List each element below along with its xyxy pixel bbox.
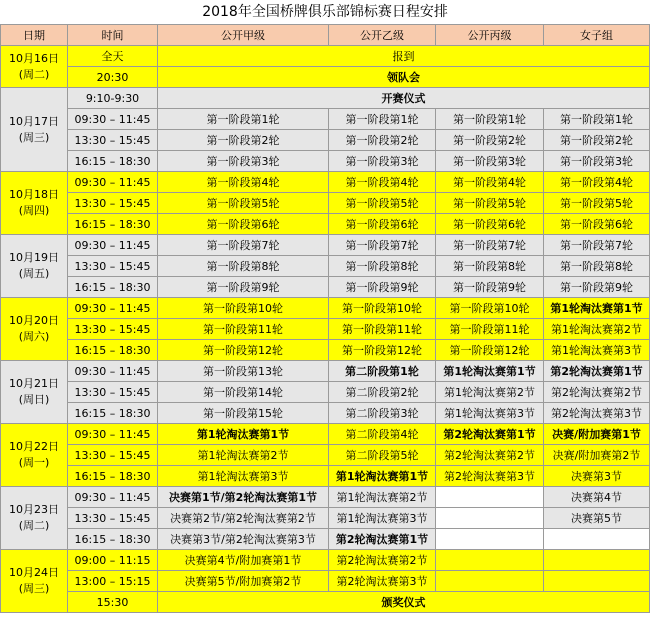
schedule-row xyxy=(1,88,650,109)
header-time: 时间 xyxy=(68,25,158,46)
cell-open-c: 第一阶段第1轮 xyxy=(436,109,544,130)
weekday-label: (周三) xyxy=(18,130,50,144)
cell-open-c: 第1轮淘汰赛第3节 xyxy=(436,403,544,424)
cell-open-b: 第1轮淘汰赛第2节 xyxy=(329,487,436,508)
cell-women: 第一阶段第1轮 xyxy=(544,109,650,130)
cell-open-a: 第一阶段第10轮 xyxy=(158,298,329,319)
time-cell: 16:15 – 18:30 xyxy=(68,151,158,172)
cell-women xyxy=(544,550,650,571)
cell-women: 第一阶段第4轮 xyxy=(544,172,650,193)
schedule-row xyxy=(1,445,650,466)
time-cell: 16:15 – 18:30 xyxy=(68,340,158,361)
cell-open-b: 第一阶段第1轮 xyxy=(329,109,436,130)
cell-open-c: 第一阶段第2轮 xyxy=(436,130,544,151)
cell-women: 决赛/附加赛第2节 xyxy=(544,445,650,466)
header-open-b: 公开乙级 xyxy=(329,25,436,46)
date-label: 10月18日 xyxy=(9,188,59,201)
time-cell: 13:30 – 15:45 xyxy=(68,508,158,529)
cell-open-b: 第1轮淘汰赛第3节 xyxy=(329,508,436,529)
date-cell xyxy=(1,361,68,424)
page-title: 2018年全国桥牌俱乐部锦标赛日程安排 xyxy=(202,4,448,20)
cell-women: 第一阶段第5轮 xyxy=(544,193,650,214)
time-cell: 09:30 – 11:45 xyxy=(68,487,158,508)
cell-women: 第2轮淘汰赛第2节 xyxy=(544,382,650,403)
cell-open-c: 第一阶段第4轮 xyxy=(436,172,544,193)
header-date: 日期 xyxy=(1,25,68,46)
cell-open-a: 第一阶段第8轮 xyxy=(158,256,329,277)
event-cell: 报到 xyxy=(158,46,650,67)
cell-women: 第一阶段第6轮 xyxy=(544,214,650,235)
cell-open-b: 第一阶段第9轮 xyxy=(329,277,436,298)
cell-open-c: 第一阶段第11轮 xyxy=(436,319,544,340)
cell-open-b: 第二阶段第4轮 xyxy=(329,424,436,445)
cell-open-b: 第2轮淘汰赛第3节 xyxy=(329,571,436,592)
cell-open-c xyxy=(436,487,544,508)
time-cell: 13:30 – 15:45 xyxy=(68,256,158,277)
schedule-row xyxy=(1,46,650,67)
cell-women: 第1轮淘汰赛第1节 xyxy=(544,298,650,319)
time-cell: 13:00 – 15:15 xyxy=(68,571,158,592)
time-cell: 13:30 – 15:45 xyxy=(68,382,158,403)
schedule-row xyxy=(1,403,650,424)
date-cell xyxy=(1,298,68,361)
cell-women: 决赛第4节 xyxy=(544,487,650,508)
cell-open-a: 第一阶段第13轮 xyxy=(158,361,329,382)
schedule-row xyxy=(1,319,650,340)
cell-open-c: 第2轮淘汰赛第3节 xyxy=(436,466,544,487)
cell-open-a: 决赛第4节/附加赛第1节 xyxy=(158,550,329,571)
cell-open-c: 第一阶段第3轮 xyxy=(436,151,544,172)
cell-women xyxy=(544,529,650,550)
cell-open-a: 第一阶段第3轮 xyxy=(158,151,329,172)
time-cell: 16:15 – 18:30 xyxy=(68,214,158,235)
date-label: 10月23日 xyxy=(9,503,59,516)
cell-open-a: 第一阶段第9轮 xyxy=(158,277,329,298)
cell-open-c: 第一阶段第7轮 xyxy=(436,235,544,256)
cell-open-b: 第一阶段第6轮 xyxy=(329,214,436,235)
date-label: 10月21日 xyxy=(9,377,59,390)
cell-open-a: 第一阶段第12轮 xyxy=(158,340,329,361)
time-cell: 09:30 – 11:45 xyxy=(68,109,158,130)
time-cell: 13:30 – 15:45 xyxy=(68,319,158,340)
date-label: 10月17日 xyxy=(9,114,59,128)
cell-open-b: 第一阶段第3轮 xyxy=(329,151,436,172)
weekday-label: (周日) xyxy=(18,393,50,406)
schedule-row xyxy=(1,382,650,403)
date-label: 10月16日 xyxy=(9,51,59,65)
schedule-row xyxy=(1,508,650,529)
cell-women: 决赛第5节 xyxy=(544,508,650,529)
date-cell xyxy=(1,46,68,88)
cell-open-a: 第一阶段第7轮 xyxy=(158,235,329,256)
cell-open-c: 第2轮淘汰赛第2节 xyxy=(436,445,544,466)
cell-women: 第一阶段第2轮 xyxy=(544,130,650,151)
cell-open-a: 第1轮淘汰赛第2节 xyxy=(158,445,329,466)
cell-open-b: 第2轮淘汰赛第2节 xyxy=(329,550,436,571)
time-cell: 16:15 – 18:30 xyxy=(68,466,158,487)
time-cell: 20:30 xyxy=(68,67,158,88)
schedule-row xyxy=(1,529,650,550)
date-cell xyxy=(1,235,68,298)
cell-open-b: 第一阶段第5轮 xyxy=(329,193,436,214)
cell-open-a: 决赛第1节/第2轮淘汰赛第1节 xyxy=(158,487,329,508)
time-cell: 全天 xyxy=(68,46,158,67)
schedule-row xyxy=(1,109,650,130)
cell-open-c: 第1轮淘汰赛第1节 xyxy=(436,361,544,382)
event-cell: 开赛仪式 xyxy=(158,88,650,109)
cell-open-c xyxy=(436,550,544,571)
cell-women: 决赛/附加赛第1节 xyxy=(544,424,650,445)
cell-open-b: 第二阶段第2轮 xyxy=(329,382,436,403)
cell-open-b: 第二阶段第3轮 xyxy=(329,403,436,424)
cell-women xyxy=(544,571,650,592)
cell-women: 第2轮淘汰赛第1节 xyxy=(544,361,650,382)
cell-open-c xyxy=(436,571,544,592)
cell-open-a: 第一阶段第4轮 xyxy=(158,172,329,193)
cell-open-a: 第一阶段第15轮 xyxy=(158,403,329,424)
cell-open-b: 第一阶段第11轮 xyxy=(329,319,436,340)
schedule-row xyxy=(1,298,650,319)
weekday-label: (周二) xyxy=(18,67,50,81)
schedule-row xyxy=(1,130,650,151)
time-cell: 13:30 – 15:45 xyxy=(68,130,158,151)
time-cell: 09:30 – 11:45 xyxy=(68,361,158,382)
time-cell: 09:30 – 11:45 xyxy=(68,298,158,319)
header-row xyxy=(1,25,650,46)
time-cell: 9:10-9:30 xyxy=(68,88,158,109)
cell-open-b: 第2轮淘汰赛第1节 xyxy=(329,529,436,550)
cell-women: 第1轮淘汰赛第2节 xyxy=(544,319,650,340)
cell-women: 第一阶段第9轮 xyxy=(544,277,650,298)
cell-open-c xyxy=(436,529,544,550)
weekday-label: (周六) xyxy=(18,330,50,343)
schedule-row xyxy=(1,214,650,235)
schedule-row xyxy=(1,235,650,256)
date-label: 10月24日 xyxy=(9,566,59,579)
schedule-row xyxy=(1,193,650,214)
cell-open-b: 第一阶段第7轮 xyxy=(329,235,436,256)
cell-open-c: 第一阶段第5轮 xyxy=(436,193,544,214)
schedule-row xyxy=(1,277,650,298)
cell-open-c: 第一阶段第10轮 xyxy=(436,298,544,319)
cell-women: 第一阶段第3轮 xyxy=(544,151,650,172)
time-cell: 16:15 – 18:30 xyxy=(68,403,158,424)
schedule-row xyxy=(1,571,650,592)
schedule-row xyxy=(1,172,650,193)
date-cell xyxy=(1,550,68,613)
time-cell: 16:15 – 18:30 xyxy=(68,529,158,550)
cell-open-b: 第一阶段第8轮 xyxy=(329,256,436,277)
header-women: 女子组 xyxy=(544,25,650,46)
cell-open-a: 决赛第3节/第2轮淘汰赛第3节 xyxy=(158,529,329,550)
schedule-row xyxy=(1,592,650,613)
weekday-label: (周二) xyxy=(18,519,50,532)
schedule-row xyxy=(1,256,650,277)
cell-open-b: 第一阶段第10轮 xyxy=(329,298,436,319)
cell-open-a: 第1轮淘汰赛第3节 xyxy=(158,466,329,487)
cell-women: 第1轮淘汰赛第3节 xyxy=(544,340,650,361)
cell-open-a: 第一阶段第1轮 xyxy=(158,109,329,130)
date-label: 10月22日 xyxy=(9,440,59,453)
cell-open-a: 第一阶段第5轮 xyxy=(158,193,329,214)
date-cell xyxy=(1,487,68,550)
weekday-label: (周五) xyxy=(18,267,50,280)
cell-open-a: 第一阶段第2轮 xyxy=(158,130,329,151)
date-cell xyxy=(1,172,68,235)
cell-open-c: 第一阶段第8轮 xyxy=(436,256,544,277)
event-cell: 领队会 xyxy=(158,67,650,88)
cell-women: 第2轮淘汰赛第3节 xyxy=(544,403,650,424)
cell-open-b: 第二阶段第1轮 xyxy=(329,361,436,382)
weekday-label: (周一) xyxy=(18,456,50,469)
date-label: 10月19日 xyxy=(9,251,59,264)
weekday-label: (周四) xyxy=(18,204,50,217)
cell-open-b: 第一阶段第4轮 xyxy=(329,172,436,193)
cell-open-a: 第一阶段第6轮 xyxy=(158,214,329,235)
cell-open-c: 第一阶段第9轮 xyxy=(436,277,544,298)
cell-open-c: 第一阶段第6轮 xyxy=(436,214,544,235)
time-cell: 09:30 – 11:45 xyxy=(68,172,158,193)
cell-open-a: 决赛第2节/第2轮淘汰赛第2节 xyxy=(158,508,329,529)
schedule-row xyxy=(1,487,650,508)
time-cell: 09:00 – 11:15 xyxy=(68,550,158,571)
header-open-a: 公开甲级 xyxy=(158,25,329,46)
time-cell: 13:30 – 15:45 xyxy=(68,445,158,466)
time-cell: 09:30 – 11:45 xyxy=(68,235,158,256)
schedule-row xyxy=(1,361,650,382)
cell-open-c: 第一阶段第12轮 xyxy=(436,340,544,361)
schedule-row xyxy=(1,151,650,172)
schedule-row xyxy=(1,340,650,361)
schedule-row xyxy=(1,466,650,487)
cell-women: 第一阶段第7轮 xyxy=(544,235,650,256)
time-cell: 09:30 – 11:45 xyxy=(68,424,158,445)
cell-open-b: 第一阶段第12轮 xyxy=(329,340,436,361)
date-cell xyxy=(1,88,68,172)
header-open-c: 公开丙级 xyxy=(436,25,544,46)
cell-open-a: 第一阶段第11轮 xyxy=(158,319,329,340)
cell-open-a: 第1轮淘汰赛第1节 xyxy=(158,424,329,445)
cell-open-b: 第二阶段第5轮 xyxy=(329,445,436,466)
date-label: 10月20日 xyxy=(9,314,59,327)
time-cell: 15:30 xyxy=(68,592,158,613)
time-cell: 16:15 – 18:30 xyxy=(68,277,158,298)
weekday-label: (周三) xyxy=(18,582,50,595)
cell-open-a: 决赛第5节/附加赛第2节 xyxy=(158,571,329,592)
cell-open-c: 第1轮淘汰赛第2节 xyxy=(436,382,544,403)
date-cell xyxy=(1,424,68,487)
schedule-row xyxy=(1,550,650,571)
cell-women: 第一阶段第8轮 xyxy=(544,256,650,277)
cell-open-b: 第一阶段第2轮 xyxy=(329,130,436,151)
cell-open-c xyxy=(436,508,544,529)
cell-open-c: 第2轮淘汰赛第1节 xyxy=(436,424,544,445)
schedule-row xyxy=(1,424,650,445)
cell-open-b: 第1轮淘汰赛第1节 xyxy=(329,466,436,487)
cell-open-a: 第一阶段第14轮 xyxy=(158,382,329,403)
schedule-row xyxy=(1,67,650,88)
event-cell: 颁奖仪式 xyxy=(158,592,650,613)
cell-women: 决赛第3节 xyxy=(544,466,650,487)
time-cell: 13:30 – 15:45 xyxy=(68,193,158,214)
